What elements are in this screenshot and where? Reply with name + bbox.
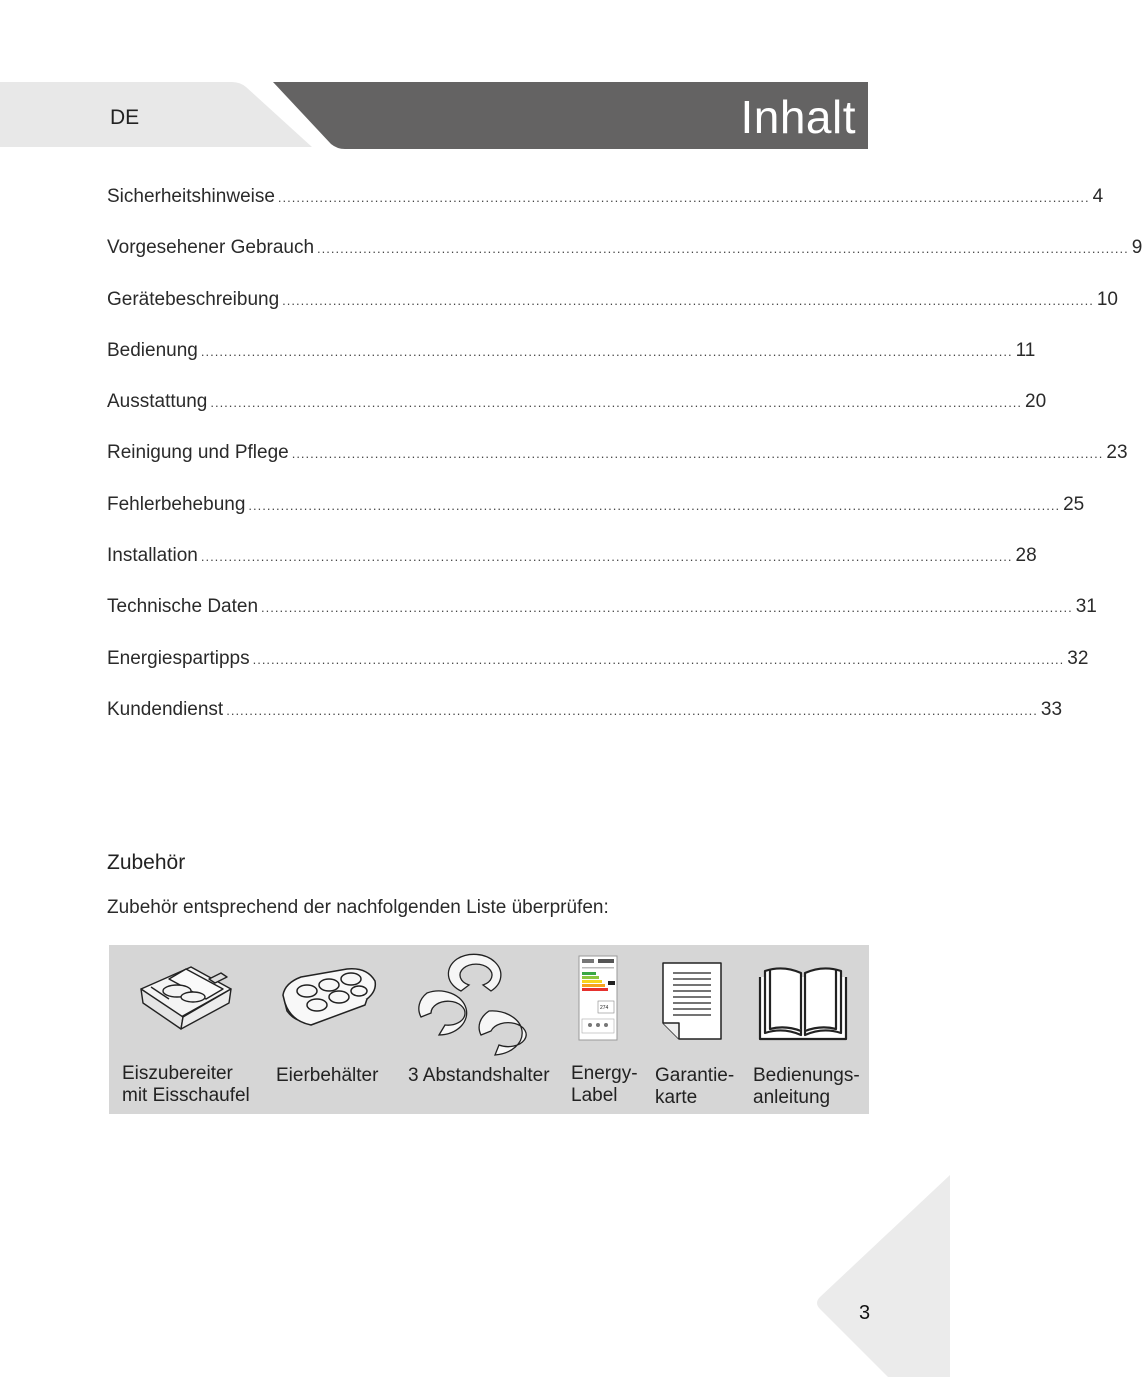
toc-entry-page: 33 [1040, 698, 1063, 720]
toc-leader-dots: ................................................................................................................................................................................ [200, 549, 1013, 565]
toc-entry[interactable] [107, 698, 1063, 750]
toc-entry-label: Sicherheitshinweise [107, 186, 275, 207]
toc-leader-dots: ................................................................................................................................................................................ [210, 395, 1023, 411]
accessory-label: Eiszubereiter mit Eisschaufel [122, 1063, 250, 1106]
toc-entry-label: Energiespartipps [107, 647, 250, 669]
toc-leader-dots: ................................................................................................................................................................................ [261, 600, 1073, 616]
accessory-warranty-card [653, 945, 751, 1114]
toc-entry-label: Installation [107, 545, 198, 567]
manual-book-icon [757, 963, 849, 1041]
toc-entry[interactable] [107, 596, 1097, 647]
accessory-manual [751, 945, 869, 1114]
accessory-label: Garantie- karte [655, 1065, 735, 1108]
toc-entry[interactable] [107, 442, 1128, 493]
toc-leader-dots: ................................................................................................................................................................................ [291, 446, 1104, 462]
toc-entry-page: 25 [1063, 493, 1085, 515]
toc-entry[interactable] [107, 391, 1047, 442]
toc-leader-dots: ................................................................................................................................................................................ [200, 343, 1013, 359]
toc-entry[interactable] [107, 186, 1104, 237]
toc-entry-page: 9 [1131, 237, 1142, 259]
accessory-label: Bedienungs- anleitung [753, 1065, 860, 1108]
ice-maker-icon [131, 959, 241, 1029]
toc-entry-label: Kundendienst [107, 698, 224, 720]
accessory-ice-maker [109, 945, 269, 1114]
toc-entry[interactable] [107, 288, 1118, 340]
toc-entry-label: Technische Daten [107, 596, 259, 618]
energy-label-value: 274 [600, 1005, 609, 1011]
toc-entry-label: Gerätebeschreibung [107, 288, 280, 310]
page-title: Inhalt [740, 91, 856, 143]
toc-leader-dots: ................................................................................................................................................................................ [317, 241, 1129, 257]
toc-entry[interactable] [107, 339, 1036, 391]
accessory-label: Eierbehälter [276, 1065, 379, 1086]
accessories-heading: Zubehör [107, 851, 186, 874]
toc-entry-label: Fehlerbehebung [107, 493, 246, 515]
toc-leader-dots: ................................................................................................................................................................................ [226, 702, 1038, 718]
toc-entry-page: 28 [1015, 545, 1037, 567]
toc-entry-page: 23 [1106, 442, 1128, 464]
toc-entry[interactable] [107, 493, 1085, 545]
accessory-energy-label [569, 945, 653, 1114]
language-code: DE [110, 106, 140, 129]
toc-entry-page: 31 [1075, 596, 1097, 618]
accessories-panel [109, 945, 869, 1114]
page-corner-decoration [810, 1175, 950, 1377]
toc-entry-page: 11 [1015, 339, 1036, 361]
toc-entry-label: Ausstattung [107, 391, 208, 413]
toc-entry-label: Reinigung und Pflege [107, 442, 289, 464]
warranty-card-icon [661, 961, 723, 1041]
egg-tray-icon [277, 965, 381, 1031]
accessory-label: Energy- Label [571, 1063, 638, 1106]
language-tab [0, 82, 312, 147]
page-number: 3 [859, 1302, 871, 1324]
toc-entry-page: 32 [1067, 647, 1089, 669]
accessory-spacers [399, 945, 569, 1114]
spacer-rings-icon [399, 957, 559, 1057]
toc-entry-label: Bedienung [107, 339, 198, 361]
toc-leader-dots: ................................................................................................................................................................................ [248, 497, 1061, 513]
toc-leader-dots: ................................................................................................................................................................................ [277, 190, 1090, 205]
toc-entry[interactable] [107, 545, 1037, 596]
toc-entry-page: 10 [1096, 288, 1118, 310]
toc-entry-label: Vorgesehener Gebrauch [107, 237, 315, 259]
toc-entry-page: 20 [1025, 391, 1047, 413]
energy-label-icon [578, 955, 618, 1041]
toc-entry-page: 4 [1092, 186, 1104, 207]
accessory-label: 3 Abstandshalter [408, 1065, 550, 1086]
accessories-intro: Zubehör entsprechend der nachfolgenden Liste überprüfen: [107, 897, 609, 918]
toc-entry[interactable] [107, 647, 1089, 699]
toc-leader-dots: ................................................................................................................................................................................ [282, 292, 1094, 308]
toc-entry[interactable] [107, 237, 1142, 288]
table-of-contents [107, 186, 1142, 750]
toc-leader-dots: ................................................................................................................................................................................ [252, 651, 1065, 667]
accessory-egg-tray [269, 945, 399, 1114]
